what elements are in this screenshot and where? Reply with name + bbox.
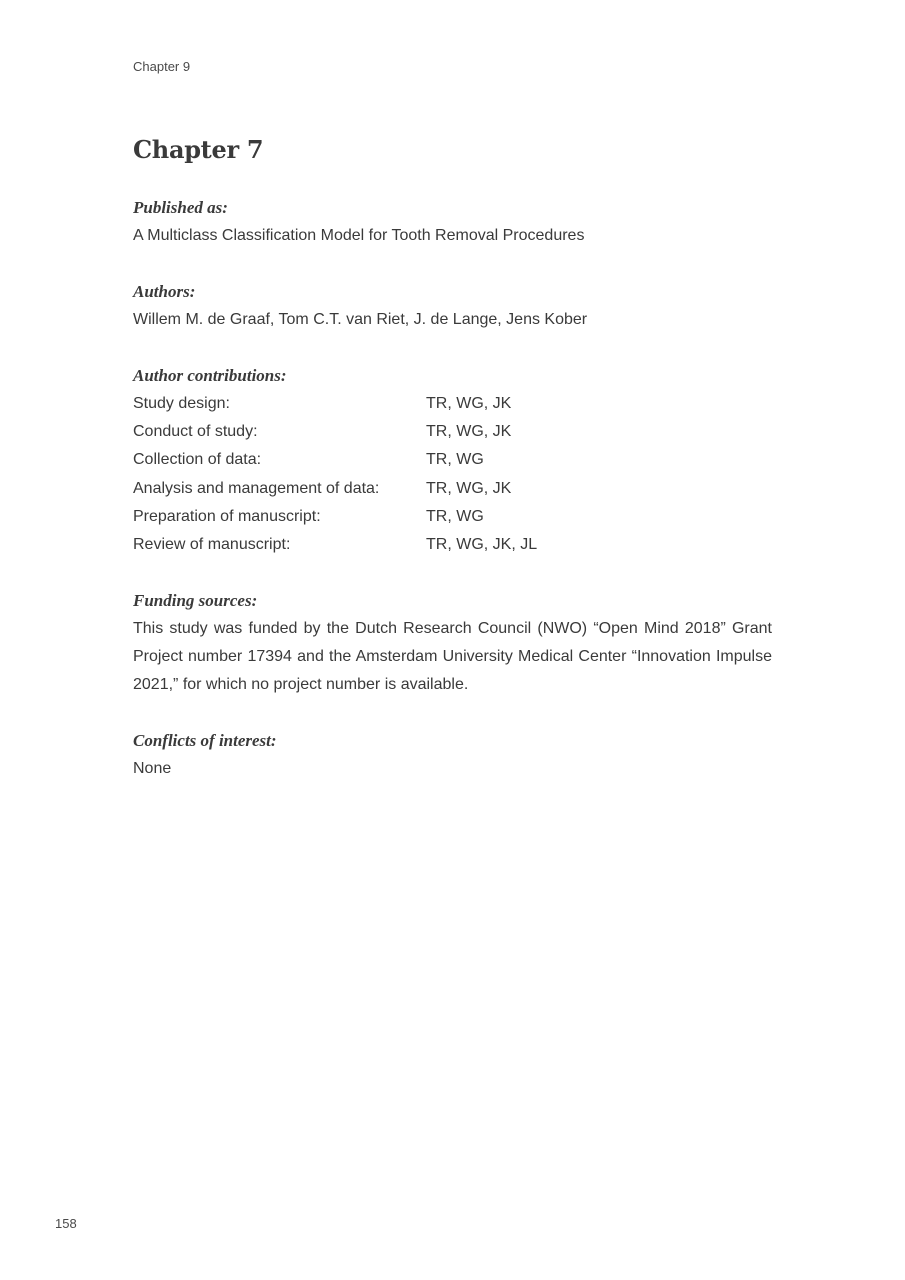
contribution-authors: TR, WG, JK, JL: [426, 536, 538, 554]
page-number: 158: [55, 1216, 77, 1231]
contribution-row: [133, 503, 772, 531]
published-as-section: [133, 194, 772, 250]
contribution-authors: TR, WG, JK: [426, 423, 512, 441]
contribution-authors: TR, WG: [426, 451, 484, 469]
contribution-role: Collection of data:: [133, 451, 262, 469]
funding-section: [133, 587, 772, 699]
published-as-text: A Multiclass Classification Model for Tooth Removal Procedures: [133, 227, 585, 244]
conflicts-section: [133, 727, 772, 783]
funding-text: This study was funded by the Dutch Research Council (NWO) “Open Mind 2018” Grant Project number 17394 and the Amsterdam University Medical Center “Innovation Impulse 2021,” for which no project number is available.: [133, 620, 772, 694]
contribution-role: Review of manuscript:: [133, 536, 291, 554]
contribution-row: [133, 390, 772, 418]
contribution-authors: TR, WG, JK: [426, 479, 512, 497]
contribution-authors: TR, WG: [426, 507, 484, 525]
chapter-title: Chapter 7: [133, 135, 264, 164]
author-contributions-heading: Author contributions:: [133, 366, 287, 385]
contribution-role: Preparation of manuscript:: [133, 507, 321, 525]
contribution-role: Analysis and management of data:: [133, 479, 380, 497]
published-as-heading: Published as:: [133, 198, 228, 217]
contribution-row: [133, 475, 772, 503]
contribution-role: Study design:: [133, 395, 230, 412]
author-contributions-section: [133, 362, 772, 559]
authors-heading: Authors:: [133, 282, 196, 301]
conflicts-text: None: [133, 760, 172, 778]
contribution-role: Conduct of study:: [133, 423, 258, 441]
funding-heading: Funding sources:: [133, 591, 258, 611]
page-content: [133, 133, 772, 811]
authors-text: Willem M. de Graaf, Tom C.T. van Riet, J. de Lange, Jens Kober: [133, 311, 588, 328]
contribution-authors: TR, WG, JK: [426, 395, 512, 412]
authors-section: [133, 278, 772, 334]
conflicts-heading: Conflicts of interest:: [133, 731, 277, 751]
contribution-row: [133, 418, 772, 446]
contribution-row: [133, 531, 772, 559]
running-header: Chapter 9: [133, 59, 191, 74]
contribution-row: [133, 446, 772, 474]
